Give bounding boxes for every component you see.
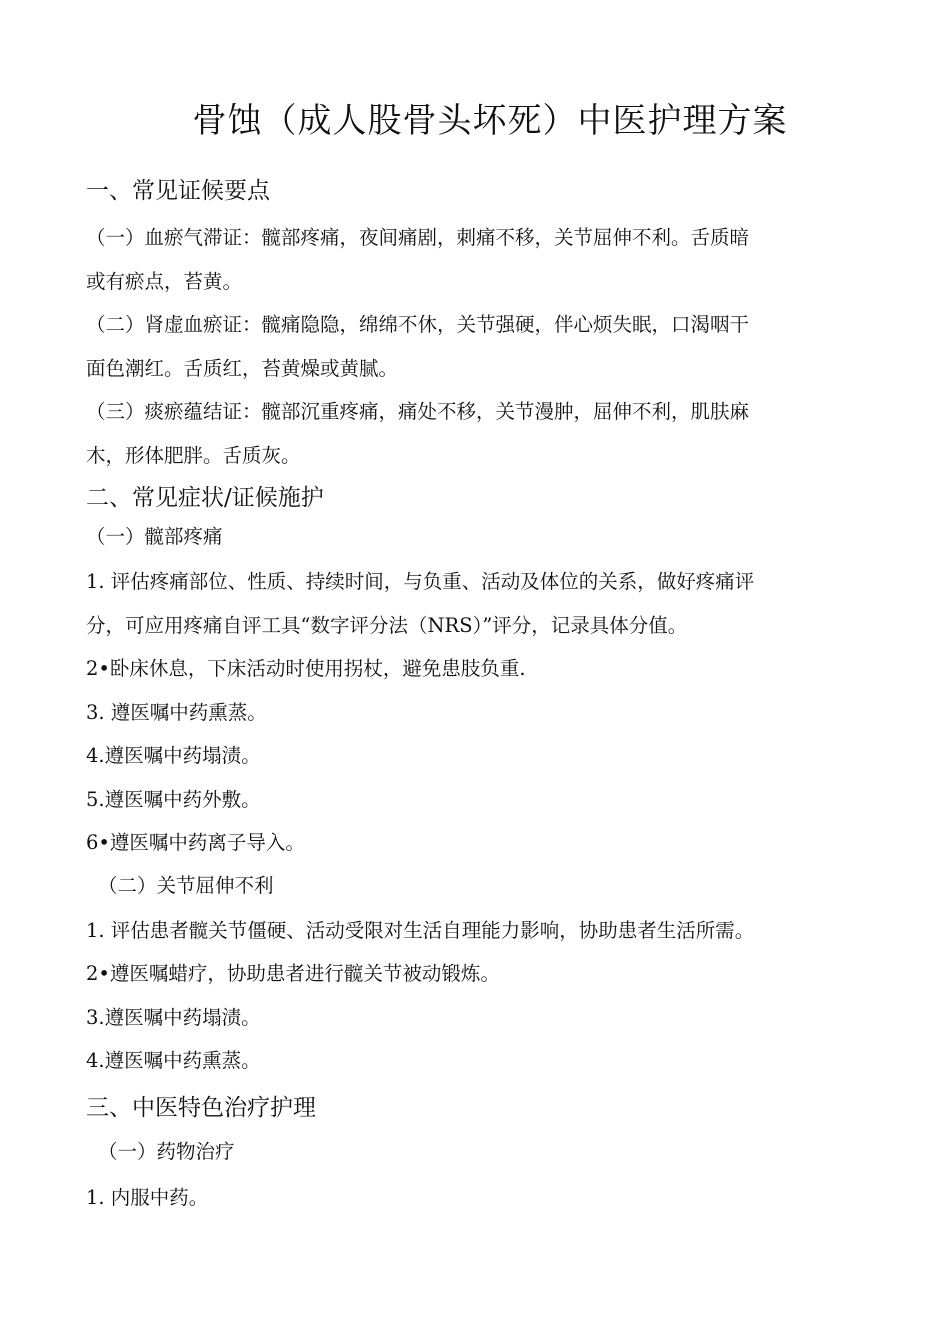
- list-item: 2•卧床休息，下床活动时使用拐杖，避免患肢负重.: [86, 657, 526, 680]
- list-item: 2•遵医嘱蜡疗，协助患者进行髋关节被动锻炼。: [86, 962, 500, 985]
- paragraph-line: 或有瘀点，苔黄。: [86, 270, 243, 293]
- list-item: 6•遵医嘱中药离子导入。: [86, 831, 305, 854]
- paragraph-line: （一）血瘀气滞证：髋部疼痛，夜间痛剧，刺痛不移，关节屈伸不利。舌质暗: [86, 226, 750, 249]
- list-item: 1. 内服中药。: [86, 1186, 209, 1209]
- section-heading-3: 三、中医特色治疗护理: [86, 1095, 316, 1121]
- paragraph-line: 木，形体肥胖。舌质灰。: [86, 444, 301, 467]
- section-heading-2: 二、常见症状/证候施护: [86, 485, 324, 511]
- list-item-line: 1. 评估疼痛部位、性质、持续时间，与负重、活动及体位的关系，做好疼痛评: [86, 570, 755, 593]
- list-item: 1. 评估患者髋关节僵硬、活动受限对生活自理能力影响，协助患者生活所需。: [86, 919, 755, 942]
- section-heading-1: 一、常见证候要点: [86, 178, 270, 204]
- list-item: 4.遵医嘱中药熏蒸。: [86, 1049, 261, 1072]
- document-title: 骨蚀（成人股骨头坏死）中医护理方案: [192, 101, 788, 141]
- paragraph-line: （三）痰瘀蕴结证：髋部沉重疼痛，痛处不移，关节漫肿，屈伸不利，肌肤麻: [86, 400, 750, 423]
- list-item: 5.遵医嘱中药外敷。: [86, 788, 261, 811]
- subsection-heading: （二）关节屈伸不利: [98, 874, 274, 897]
- list-item: 4.遵医嘱中药塌渍。: [86, 744, 261, 767]
- subsection-heading: （一）药物治疗: [98, 1140, 235, 1163]
- paragraph-line: 面色潮红。舌质红，苔黄燥或黄腻。: [86, 357, 399, 380]
- list-item: 3.遵医嘱中药塌渍。: [86, 1006, 261, 1029]
- subsection-heading: （一）髋部疼痛: [86, 525, 223, 548]
- list-item-line: 分，可应用疼痛自评工具“数字评分法（NRS）”评分，记录具体分值。: [86, 614, 688, 637]
- paragraph-line: （二）肾虚血瘀证：髋痛隐隐，绵绵不休，关节强硬，伴心烦失眠，口渴咽干: [86, 313, 750, 336]
- list-item: 3. 遵医嘱中药熏蒸。: [86, 701, 267, 724]
